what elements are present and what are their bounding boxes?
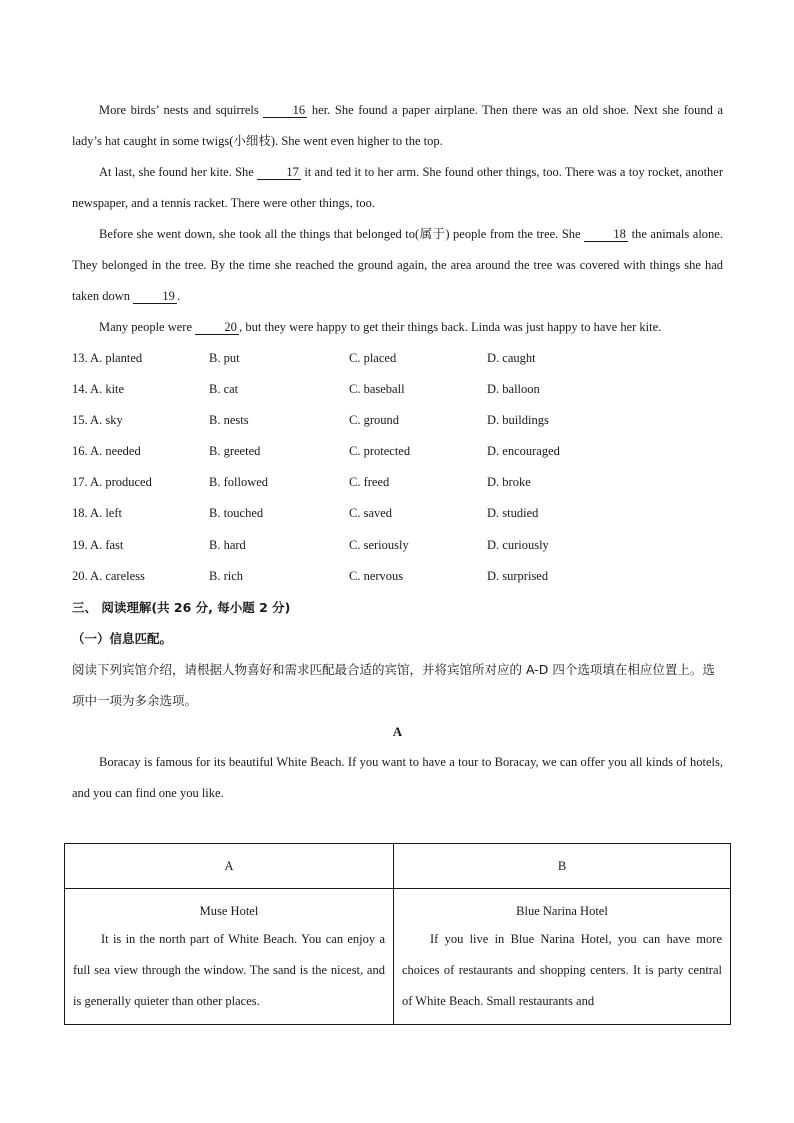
q17-option-c: C. freed — [349, 475, 390, 490]
column-header-b: B — [394, 844, 731, 889]
blank-18: 18 — [584, 227, 628, 242]
q19-option-d: D. curiously — [487, 537, 549, 552]
q18-option-d: D. studied — [487, 506, 539, 521]
hotel-name: Muse Hotel — [199, 904, 259, 918]
hotel-cell-b — [394, 889, 731, 1025]
hotel-description: It is in the north part of White Beach. You can enjoy a full sea view through the window. The sand is the nicest, and is generally quieter than other places. — [73, 932, 385, 1008]
q19-option-b: B. hard — [209, 537, 246, 552]
hotel-cell-a — [65, 889, 394, 1025]
q14-option-b: B. cat — [209, 382, 239, 397]
q14-option-c: C. baseball — [349, 382, 405, 397]
passage-title: A — [392, 723, 403, 739]
blank-17: 17 — [257, 165, 301, 180]
q20-option-b: B. rich — [209, 568, 244, 583]
hotel-table — [64, 843, 731, 1025]
hotel-description: If you live in Blue Narina Hotel, you can have more choices of restaurants and shopping centers. It is party central of White Beach. Small restaurants and — [402, 932, 722, 1008]
q18-option-b: B. touched — [209, 506, 264, 521]
q15-option-d: D. buildings — [487, 413, 549, 428]
q19-option-c: C. seriously — [349, 537, 409, 552]
blank-19: 19 — [133, 289, 177, 304]
q13-option-a: 13. A. planted — [72, 351, 143, 365]
instructions: 阅读下列宾馆介绍，请根据人物喜好和需求匹配最合适的宾馆，并将宾馆所对应的 A-D 四个选项填在相应位置上。选项中一项为多余选项。 — [72, 661, 715, 708]
q13-option-b: B. put — [209, 351, 240, 365]
q18-option-c: C. saved — [349, 506, 393, 521]
passage-paragraph-1: More birds’ nests and squirrels 16 her. She found a paper airplane. Then there was an old shoe. Next she found a lady’s hat caught in some twigs(小细枝). She went even higher to the top. — [72, 103, 724, 148]
q16-option-a: 16. A. needed — [72, 444, 141, 459]
q20-option-a: 20. A. careless — [72, 568, 145, 583]
blank-16: 16 — [263, 103, 307, 118]
q16-option-b: B. greeted — [209, 444, 261, 459]
q13-option-d: D. caught — [487, 351, 536, 365]
q19-option-a: 19. A. fast — [72, 537, 124, 552]
section-heading: 三、 阅读理解(共 26 分, 每小题 2 分) — [72, 599, 291, 615]
q18-option-a: 18. A. left — [72, 506, 122, 521]
exam-page — [72, 95, 723, 809]
q20-option-c: C. nervous — [349, 568, 404, 583]
question-options — [72, 343, 723, 592]
passage-paragraph-3: Before she went down, she took all the things that belonged to(属于) people from the tree. She 18 the animals alone. They belonged in the tree. By the time she reached the ground again, the area around the tree was covered with things she had taken down 19 . — [72, 227, 723, 303]
subsection-heading: （一）信息匹配。 — [72, 630, 173, 646]
column-header-a: A — [65, 844, 394, 889]
q17-option-b: B. followed — [209, 475, 269, 490]
q20-option-d: D. surprised — [487, 568, 549, 583]
passage-paragraph-2: At last, she found her kite. She 17 it and ted it to her arm. She found other things, too. There was a toy rocket, another newspaper, and a tennis racket. There were other things, too. — [72, 165, 723, 210]
blank-20: 20 — [195, 320, 239, 335]
q15-option-c: C. ground — [349, 413, 399, 428]
passage-intro: Boracay is famous for its beautiful White Beach. If you want to have a tour to Boracay, we can offer you all kinds of hotels, and you can find one you like. — [72, 754, 723, 800]
q16-option-c: C. protected — [349, 444, 411, 459]
hotel-name: Blue Narina Hotel — [516, 904, 608, 918]
q16-option-d: D. encouraged — [487, 444, 560, 459]
q15-option-a: 15. A. sky — [72, 413, 123, 428]
q14-option-a: 14. A. kite — [72, 382, 125, 397]
passage-paragraph-4: Many people were 20 , but they were happy to get their things back. Linda was just happy to have her kite. — [99, 320, 662, 334]
q13-option-c: C. placed — [349, 351, 397, 365]
q17-option-a: 17. A. produced — [72, 475, 152, 490]
q15-option-b: B. nests — [209, 413, 249, 428]
q17-option-d: D. broke — [487, 475, 531, 490]
q14-option-d: D. balloon — [487, 382, 540, 397]
